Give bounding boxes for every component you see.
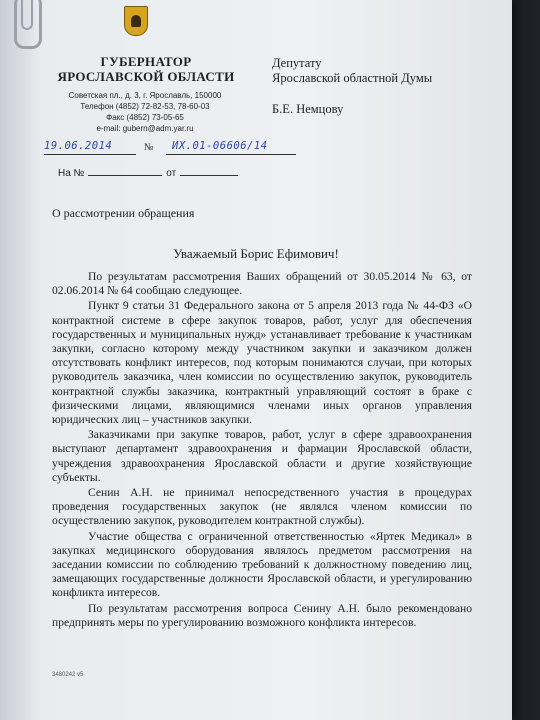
recipient-line2: Ярославской областной Думы xyxy=(272,71,433,85)
coat-of-arms-emblem xyxy=(124,6,148,36)
recipient-line1: Депутату xyxy=(272,56,322,70)
recipient-block xyxy=(272,56,432,117)
paragraph: Сенин А.Н. не принимал непосредственного участия в процедурах проведения государственных закупок (не являлся членом комиссии по осуществлению закупок, руководителем контрактной службы). xyxy=(52,486,472,528)
paragraph: Заказчиками при закупке товаров, работ, услуг в сфере здравоохранения выступают департамент здравоохранения и фармации Ярославской области, учреждения здравоохранения Ярославской области и другие хозяйствующие субъекты. xyxy=(52,428,472,484)
paragraph: Пункт 9 статьи 31 Федерального закона от 5 апреля 2013 года № 44-ФЗ «О контрактной системе в сфере закупок товаров, работ, услуг для обеспечения государственных и муниципальных нужд» устанавливает требование к участникам закупки, согласно которому между участником закупки и заказчиком должен отсутствовать конфликт интересов, под которым понимаются случаи, при которых руководитель заказчика, член комиссии по осуществлению закупок, руководитель контрактной службы заказчика, контрактный управляющий состоят в браке с физическими лицами, являющимися членами иных органов управления юридических лиц – участников закупки. xyxy=(52,299,472,427)
sender-contacts xyxy=(50,90,240,134)
recipient-name: Б.Е. Немцову xyxy=(272,102,344,116)
on-no-blank xyxy=(88,175,162,176)
letter-body xyxy=(52,270,472,631)
from-blank xyxy=(180,175,238,176)
reference-line xyxy=(58,168,238,179)
letter-subject: О рассмотрении обращения xyxy=(52,206,195,220)
paragraph: По результатам рассмотрения Ваших обращений от 30.05.2014 № 63, от 02.06.2014 № 64 сообщаю следующее. xyxy=(52,270,472,298)
on-no-label: На № xyxy=(58,168,85,179)
sender-address: Советская пл., д. 3, г. Ярославль, 150000 xyxy=(68,91,222,100)
number-underline xyxy=(166,154,296,155)
registration-line xyxy=(44,139,324,157)
paragraph: По результатам рассмотрения вопроса Сенину А.Н. было рекомендовано предпринять меры по урегулированию возможного конфликта интересов. xyxy=(52,601,472,629)
paper-clip xyxy=(14,0,42,49)
from-label: от xyxy=(166,168,177,179)
registration-number: ИХ.01-06606/14 xyxy=(172,140,268,152)
sender-title-line1: ГУБЕРНАТОР xyxy=(100,54,192,69)
paragraph: Участие общества с ограниченной ответственностью «Яртек Медикал» в закупках медицинского оборудования являлось предметом рассмотрения на заседании комиссии по соблюдению требований к должностному поведению лиц, замещающих государственные должности Ярославской области, и урегулированию конфликта интересов. xyxy=(52,529,472,600)
salutation: Уважаемый Борис Ефимович! xyxy=(173,246,339,261)
sender-title-line2: ЯРОСЛАВСКОЙ ОБЛАСТИ xyxy=(57,69,235,84)
sender-phone: Телефон (4852) 72-82-53, 78-60-03 xyxy=(80,102,210,111)
registration-no-label: № xyxy=(144,142,154,153)
sender-title xyxy=(56,54,236,84)
document-code: 3480242 v5 xyxy=(52,672,84,678)
sender-fax: Факс (4852) 73-05-65 xyxy=(106,113,184,122)
registration-date: 19.06.2014 xyxy=(44,140,113,152)
date-underline xyxy=(44,154,136,155)
sender-email: e-mail: gubern@adm.yar.ru xyxy=(96,124,194,133)
